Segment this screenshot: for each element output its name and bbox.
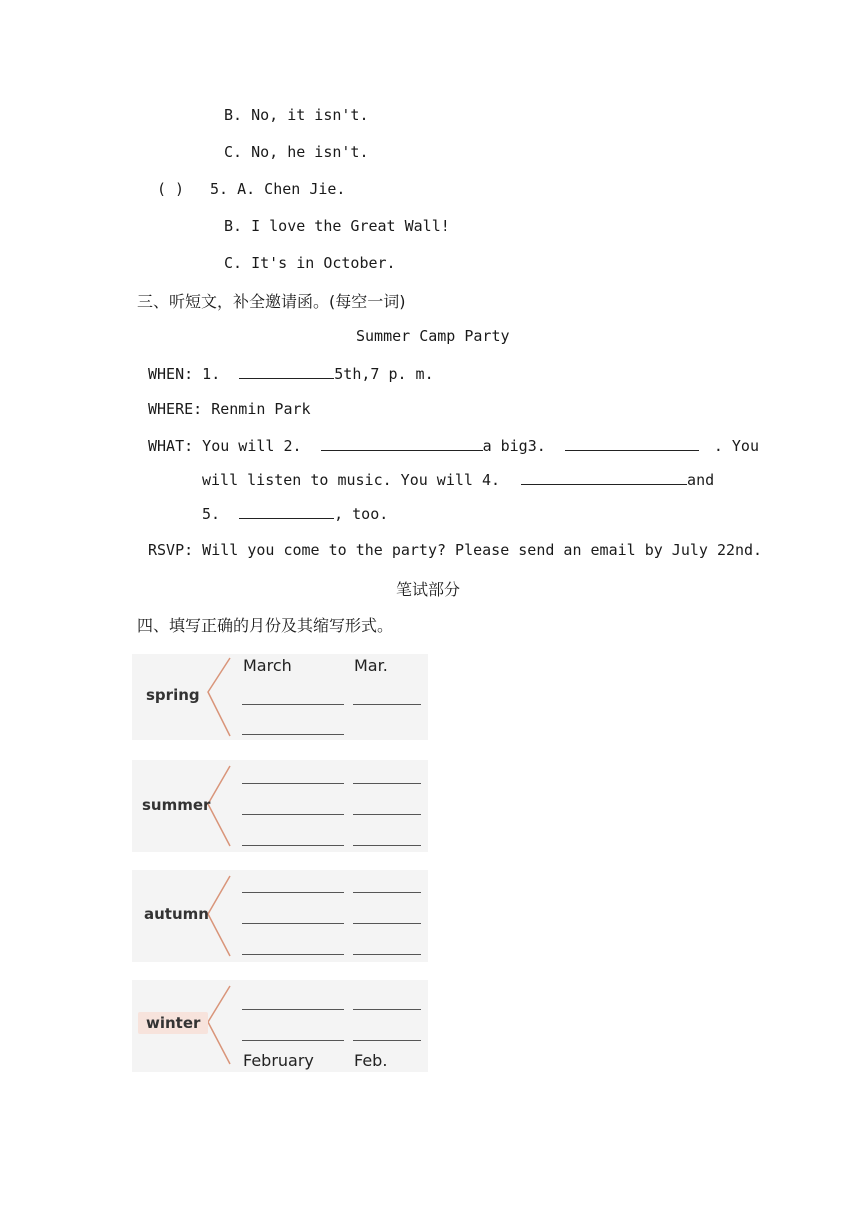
autumn-abbr-blank-3[interactable] xyxy=(353,954,421,955)
what-row-2 xyxy=(202,470,714,489)
spring-month-blank-1[interactable] xyxy=(242,704,344,705)
what-line2: will listen to music. You will 4. xyxy=(202,471,501,489)
winter-abbr-blank-2[interactable] xyxy=(353,1040,421,1041)
season-winter: winter xyxy=(138,1012,208,1034)
summer-abbr-blank-2[interactable] xyxy=(353,814,421,815)
spring-abbr-example: Mar. xyxy=(354,656,388,675)
winter-month-blank-2[interactable] xyxy=(242,1040,344,1041)
section3-heading: 三、听短文，补全邀请函。(每空一词) xyxy=(137,292,406,311)
spring-abbr-blank-1[interactable] xyxy=(353,704,421,705)
when-tail: 5th,7 p. m. xyxy=(334,365,434,383)
q5-option-c: C. It's in October. xyxy=(224,254,396,272)
where-row: WHERE: Renmin Park xyxy=(148,400,311,418)
summer-abbr-blank-1[interactable] xyxy=(353,783,421,784)
what-num5: 5. xyxy=(202,505,221,523)
season-summer: summer xyxy=(142,796,211,814)
what-and: and xyxy=(687,471,715,489)
summer-abbr-blank-3[interactable] xyxy=(353,845,421,846)
summer-month-blank-1[interactable] xyxy=(242,783,344,784)
q5-option-b: B. I love the Great Wall! xyxy=(224,217,450,235)
winter-month-blank-1[interactable] xyxy=(242,1009,344,1010)
invitation-title: Summer Camp Party xyxy=(356,327,510,345)
spring-month-example: March xyxy=(243,656,292,675)
section4-heading: 四、填写正确的月份及其缩写形式。 xyxy=(137,616,394,635)
what-row-3 xyxy=(202,504,388,523)
q5-answer-paren[interactable]: ( ) xyxy=(157,180,185,198)
winter-bracket xyxy=(208,986,230,1064)
winter-month-example: February xyxy=(243,1051,314,1070)
what-mid1: a big3. xyxy=(482,437,546,455)
autumn-month-blank-3[interactable] xyxy=(242,954,344,955)
winter-abbr-blank-1[interactable] xyxy=(353,1009,421,1010)
autumn-bracket xyxy=(208,876,230,956)
blank-5[interactable] xyxy=(239,504,334,519)
what-too: , too. xyxy=(334,505,389,523)
written-heading: 笔试部分 xyxy=(396,580,461,599)
summer-bracket xyxy=(208,766,230,846)
spring-month-blank-2[interactable] xyxy=(242,734,344,735)
what-label: WHAT: You will 2. xyxy=(148,437,302,455)
q5-option-a: 5. A. Chen Jie. xyxy=(210,180,346,198)
blank-1[interactable] xyxy=(239,364,334,379)
what-row-1 xyxy=(148,436,759,455)
q4-option-b: B. No, it isn't. xyxy=(224,106,369,124)
season-spring: spring xyxy=(146,686,200,704)
blank-2[interactable] xyxy=(321,436,483,451)
autumn-abbr-blank-1[interactable] xyxy=(353,892,421,893)
what-mid2: . You xyxy=(713,437,759,455)
season-autumn: autumn xyxy=(144,905,209,923)
autumn-month-blank-2[interactable] xyxy=(242,923,344,924)
rsvp-row: RSVP: Will you come to the party? Please send an email by July 22nd. xyxy=(148,541,763,559)
summer-month-blank-3[interactable] xyxy=(242,845,344,846)
blank-4[interactable] xyxy=(521,470,687,485)
summer-month-blank-2[interactable] xyxy=(242,814,344,815)
spring-bracket xyxy=(208,658,230,736)
winter-abbr-example: Feb. xyxy=(354,1051,388,1070)
autumn-month-blank-1[interactable] xyxy=(242,892,344,893)
when-row xyxy=(148,364,434,383)
blank-3[interactable] xyxy=(565,436,699,451)
autumn-abbr-blank-2[interactable] xyxy=(353,923,421,924)
q4-option-c: C. No, he isn't. xyxy=(224,143,369,161)
when-label: WHEN: 1. xyxy=(148,365,221,383)
seasons-figure xyxy=(128,648,434,1078)
